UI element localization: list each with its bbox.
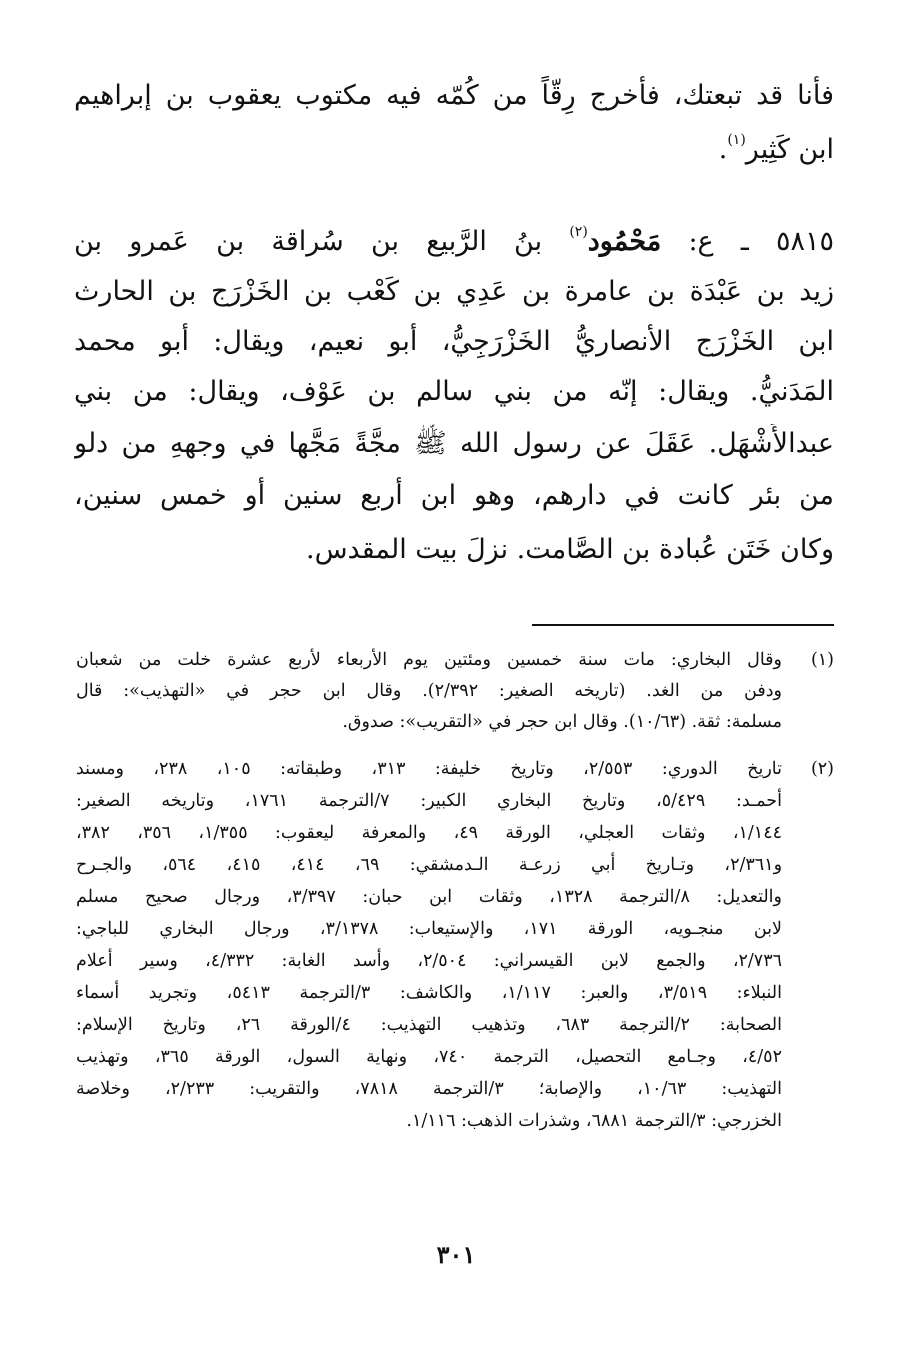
main-text: بنُ الرَّبيع بن سُراقة بن عَمرو بن [74,226,570,257]
footnote-line: مسلمة: ثقة. (١٠/٦٣). وقال ابن حجر في «التقريب»: صدوق. [342,712,782,732]
footnote-reference: (٢) [569,224,588,240]
footnote-line: لابن منجـويه، الورقة ١٧١، والإستيعاب: ٣/١٣٧٨، ورجال البخاري للباجي: [76,919,782,939]
footnote-line: والتعديل: ٨/الترجمة ١٣٢٨، وثقات ابن حبان: ٣/٣٩٧، ورجال صحيح مسلم [76,887,782,907]
footnote-line: وقال البخاري: مات سنة خمسين ومئتين يوم الأربعاء لأربع عشرة خلت من شعبان [76,650,782,670]
main-text-line: من بئر كانت في دارهم، وهو ابن أربع سنين أو خمس سنين، [74,480,834,511]
main-text: ابن كَثِير [745,134,834,165]
footnote-line: ١/١٤٤، وثقات العجلي، الورقة ٤٩، والمعرفة ليعقوب: ١/٣٥٥، ٣٥٦، ٣٨٢، [76,823,782,843]
footnote-line: الخزرجي: ٣/الترجمة ٦٨٨١، وشذرات الذهب: ١/١١٦. [406,1111,782,1131]
footnote-line: أحمـد: ٥/٤٢٩، وتاريخ البخاري الكبير: ٧/الترجمة ١٧٦١، وتاريخه الصغير: [76,791,782,811]
main-text-line: فأنا قد تبعتك، فأخرج رِقّاً من كُمّه فيه مكتوب يعقوب بن إبراهيم [74,80,834,111]
entry-heading-line [74,222,834,262]
footnote-line: و٢/٣٦١، وتـاريخ أبي زرعـة الـدمشقي: ٦٩، ٤١٤، ٤١٥، ٥٦٤، والجـرح [76,855,782,875]
footnote-number: (١) [810,650,834,670]
footnote-line: النبلاء: ٣/٥١٩، والعبر: ١/١١٧، والكاشف: ٣/الترجمة ٥٤١٣، وتجريد أسماء [76,983,782,1003]
footnote-line: ٢/٧٣٦، والجمع لابن القيسراني: ٢/٥٠٤، وأسد الغابة: ٤/٣٣٢، وسير أعلام [76,951,782,971]
footnote-reference: (١) [727,132,746,148]
main-text-line: المَدَنيُّ. ويقال: إنّه من بني سالم بن عَوْف، ويقال: من بني [74,376,834,407]
footnote-line: تاريخ الدوري: ٢/٥٥٣، وتاريخ خليفة: ٣١٣، وطبقاته: ١٠٥، ٢٣٨، ومسند [76,759,782,779]
footnote-separator [532,624,834,626]
main-text-line [74,130,834,170]
main-text-line: عبدالأَشْهَل. عَقَلَ عن رسول الله ﷺ مجَّةً مَجَّها في وجههِ من دلو [74,428,834,459]
footnote-line: التهذيب: ١٠/٦٣، والإصابة؛ ٣/الترجمة ٧٨١٨، والتقريب: ٢/٢٣٣، وخلاصة [76,1079,782,1099]
entry-prefix: ـ ع: [661,226,749,257]
period: . [718,134,728,165]
main-text-line: زيد بن عَبْدَة بن عامرة بن عَدِي بن كَعْب بن الخَزْرَج بن الحارث [74,276,834,307]
footnote-line: ودفن من الغد. (تاريخه الصغير: ٢/٣٩٢). وقال ابن حجر في «التهذيب»: قال [76,681,782,701]
page-number: ٣٠١ [436,1240,476,1269]
entry-number: ٥٨١٥ [775,226,834,257]
footnote-number: (٢) [810,759,834,779]
footnote-line: الصحابة: ٢/الترجمة ٦٨٣، وتذهيب التهذيب: ٤/الورقة ٢٦، وتاريخ الإسلام: [76,1015,782,1035]
footnote-line: ٤/٥٢، وجـامع التحصيل، الترجمة ٧٤٠، ونهاية السول، الورقة ٣٦٥، وتهذيب [76,1047,782,1067]
entry-name: مَحْمُود [587,226,662,257]
main-text-line: ابن الخَزْرَج الأنصاريُّ الخَزْرَجِيُّ، أبو نعيم، ويقال: أبو محمد [74,326,834,357]
main-text-line: وكان خَتَن عُبادة بن الصَّامت. نزلَ بيت المقدس. [306,534,834,565]
